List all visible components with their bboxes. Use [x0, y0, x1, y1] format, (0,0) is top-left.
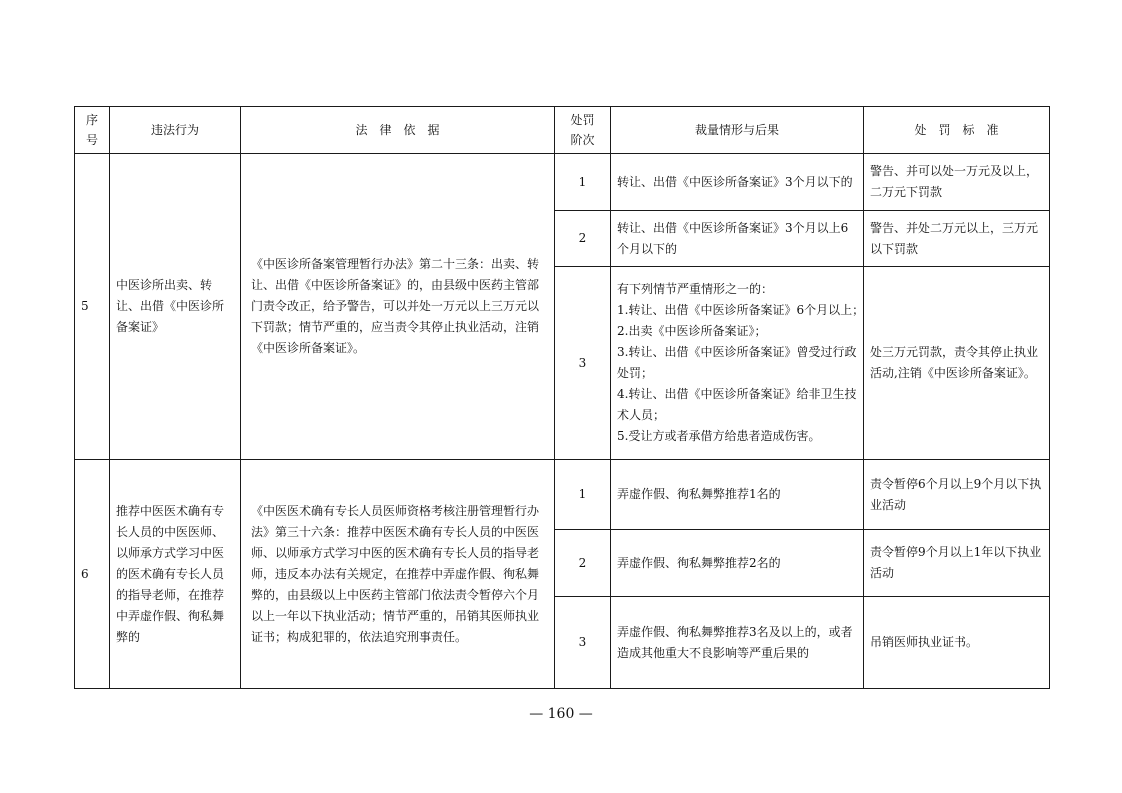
row-stage: 1: [555, 460, 611, 530]
row-standard: 责令暂停9个月以上1年以下执业活动: [864, 530, 1050, 597]
row-stage: 2: [555, 211, 611, 267]
row-circumstance: 弄虚作假、徇私舞弊推荐2名的: [611, 530, 864, 597]
header-standard: 处 罚 标 准: [864, 107, 1050, 154]
penalty-discretion-table: [74, 106, 1050, 689]
row-stage: 3: [555, 267, 611, 460]
header-behavior: 违法行为: [110, 107, 241, 154]
row-standard: 吊销医师执业证书。: [864, 597, 1050, 689]
row-standard: 处三万元罚款，责令其停止执业活动,注销《中医诊所备案证》。: [864, 267, 1050, 460]
row-standard: 警告、并处二万元以上，三万元以下罚款: [864, 211, 1050, 267]
circumstance-line: 4.转让、出借《中医诊所备案证》给非卫生技: [617, 387, 857, 401]
row-stage: 1: [555, 154, 611, 211]
page-number: — 160 —: [529, 706, 593, 722]
row-circumstance: 转让、出借《中医诊所备案证》3个月以下的: [611, 154, 864, 211]
row-seq: 5: [75, 154, 110, 460]
row-circumstance: 转让、出借《中医诊所备案证》3个月以上6个月以下的: [611, 211, 864, 267]
row-behavior: 推荐中医医术确有专长人员的中医医师、以师承方式学习中医的医术确有专长人员的指导老师，在推荐中弄虚作假、徇私舞弊的: [110, 460, 241, 689]
row-circumstance: [611, 267, 864, 460]
row-behavior: 中医诊所出卖、转让、出借《中医诊所备案证》: [110, 154, 241, 460]
header-seq: 序号: [75, 107, 110, 154]
circumstance-line: 处罚；: [617, 366, 654, 380]
row-stage: 3: [555, 597, 611, 689]
table-header-row: [75, 107, 1050, 154]
row-standard: 警告、并可以处一万元及以上，二万元下罚款: [864, 154, 1050, 211]
circumstance-line: 术人员；: [617, 408, 666, 422]
row-circumstance: 弄虚作假、徇私舞弊推荐3名及以上的，或者造成其他重大不良影响等严重后果的: [611, 597, 864, 689]
row-legal-basis: 《中医医术确有专长人员医师资格考核注册管理暂行办法》第三十六条：推荐中医医术确有专长人员的中医医师、以师承方式学习中医的医术确有专长人员的指导老师，违反本办法有关规定，在推荐中弄虚作假、徇私舞弊的，由县级以上中医药主管部门依法责令暂停六个月以上一年以下执业活动；情节严重的，吊销其医师执业证书；构成犯罪的，依法追究刑事责任。: [241, 460, 555, 689]
row-circumstance: 弄虚作假、徇私舞弊推荐1名的: [611, 460, 864, 530]
circumstance-line: 5.受让方或者承借方给患者造成伤害。: [617, 429, 821, 443]
row-standard: 责令暂停6个月以上9个月以下执业活动: [864, 460, 1050, 530]
row-stage: 2: [555, 530, 611, 597]
header-circumstance: 裁量情形与后果: [611, 107, 864, 154]
header-basis: 法 律 依 据: [241, 107, 555, 154]
circumstance-line: 1.转让、出借《中医诊所备案证》6个月以上；: [617, 303, 865, 317]
circumstance-line: 有下列情节严重情形之一的：: [617, 282, 774, 296]
table-row: [75, 154, 1050, 211]
circumstance-line: 3.转让、出借《中医诊所备案证》曾受过行政: [617, 345, 857, 359]
row-legal-basis: 《中医诊所备案管理暂行办法》第二十三条：出卖、转让、出借《中医诊所备案证》的，由县级中医药主管部门责令改正，给予警告，可以并处一万元以上三万元以下罚款；情节严重的，应当责令其停止执业活动，注销《中医诊所备案证》。: [241, 154, 555, 460]
table-row: [75, 460, 1050, 530]
header-stage: 处罚阶次: [555, 107, 611, 154]
circumstance-line: 2.出卖《中医诊所备案证》；: [617, 324, 767, 338]
row-seq: 6: [75, 460, 110, 689]
